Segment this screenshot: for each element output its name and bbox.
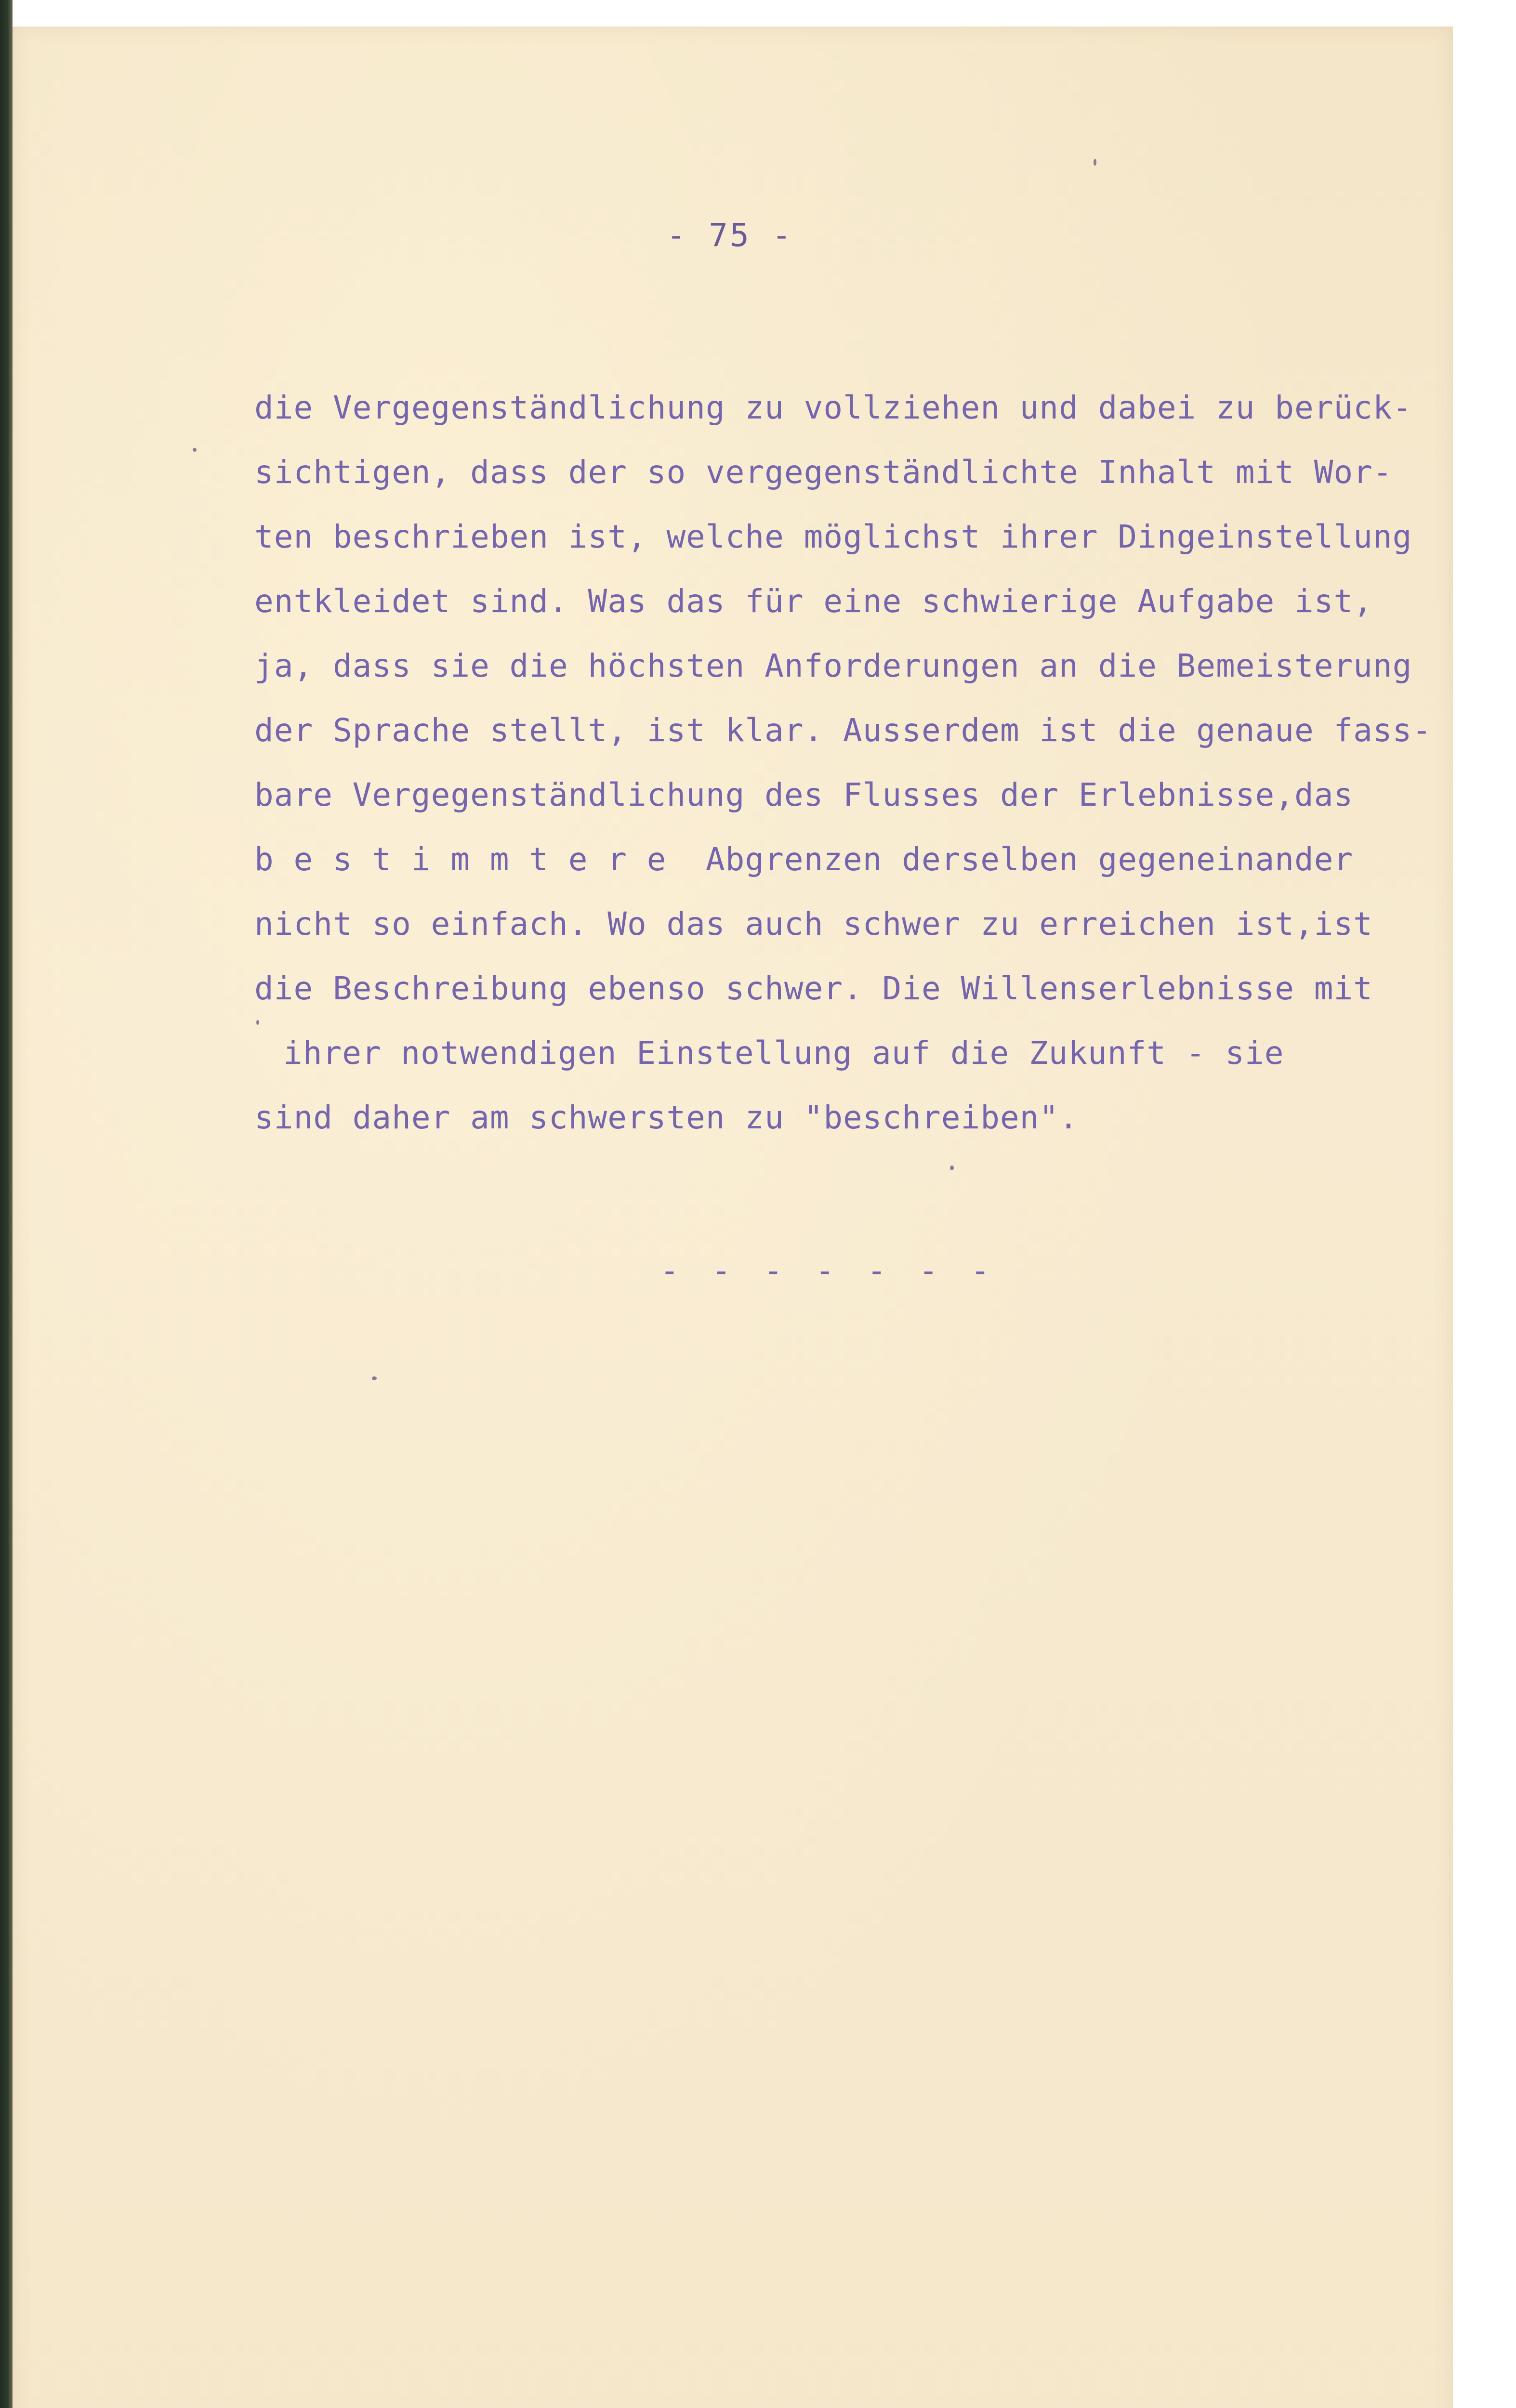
text-line: die Vergegenständlichung zu vollziehen und dabei zu berück- <box>254 389 1412 426</box>
text-line: ja, dass sie die höchsten Anforderungen an die Bemeisterung <box>254 647 1412 684</box>
text-line: ten beschrieben ist, welche möglichst ihrer Dingeinstellung <box>254 518 1412 555</box>
text-line: entkleidet sind. Was das für eine schwierige Aufgabe ist, <box>254 583 1373 620</box>
body-text <box>254 376 1439 1150</box>
text-line: die Beschreibung ebenso schwer. Die Willenserlebnisse mit <box>254 970 1373 1007</box>
text-line: sind daher am schwersten zu "beschreiben". <box>254 1099 1079 1136</box>
text-line: der Sprache stellt, ist klar. Ausserdem ist die genaue fass- <box>254 712 1432 749</box>
scan-background-top <box>0 0 1516 29</box>
dust-speck <box>256 1020 259 1025</box>
binding-edge <box>0 0 13 2408</box>
dust-speck <box>193 448 197 452</box>
text-line: nicht so einfach. Wo das auch schwer zu erreichen ist,ist <box>254 905 1373 942</box>
text-line: b e s t i m m t e r e Abgrenzen derselben gegeneinander <box>254 841 1354 878</box>
scan-background-right <box>1449 0 1516 2408</box>
dust-speck <box>1094 159 1096 166</box>
page-number: - 75 - <box>666 217 793 254</box>
dust-speck <box>950 1165 954 1170</box>
dust-speck <box>372 1376 377 1380</box>
text-line: bare Vergegenständlichung des Flusses der Erlebnisse,das <box>254 776 1354 813</box>
separator-dashes: - - - - - - - <box>660 1252 997 1289</box>
text-line: ihrer notwendigen Einstellung auf die Zukunft - sie <box>283 1034 1284 1072</box>
text-line: sichtigen, dass der so vergegenständlichte Inhalt mit Wor- <box>254 454 1393 491</box>
